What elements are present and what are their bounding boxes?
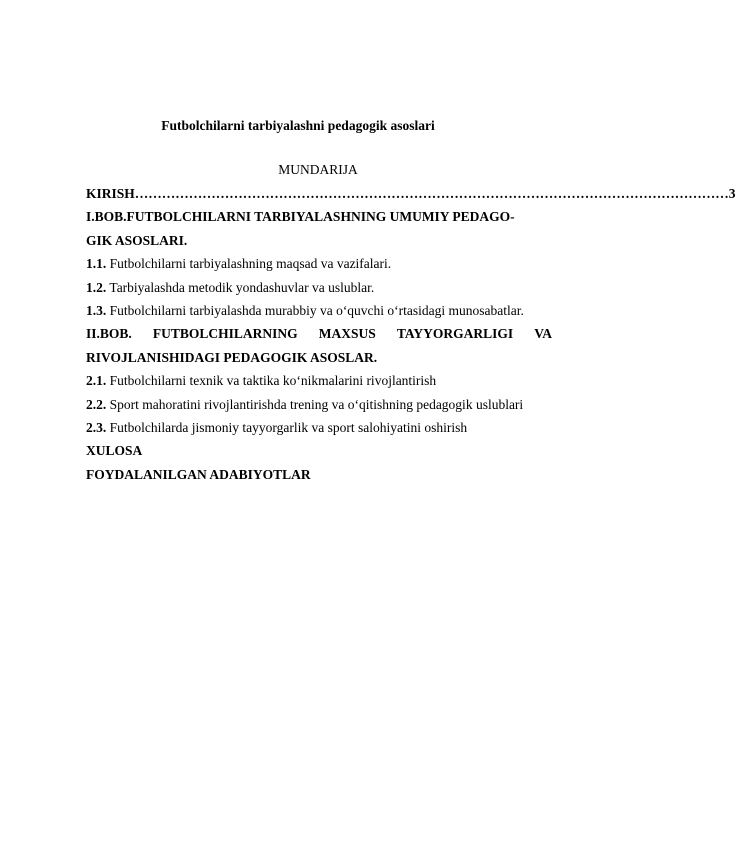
toc-dot-leader: …………………………………………………………………………………………………………………… xyxy=(134,186,729,201)
toc-section-text: Tarbiyalashda metodik yondashuvlar va uslublar. xyxy=(109,279,375,295)
toc-chapter-2-word: TAYYORGARLIGI xyxy=(396,326,514,342)
toc-entry-intro-page: 3 xyxy=(728,186,736,201)
document-title: Futbolchilarni tarbiyalashni pedagogik asoslari xyxy=(161,118,435,133)
toc-chapter-2-word: FUTBOLCHILARNING xyxy=(152,326,298,342)
toc-section-1-2[interactable] xyxy=(86,276,552,299)
toc-section-2-1[interactable] xyxy=(86,369,552,392)
toc-section-2-3[interactable] xyxy=(86,416,552,439)
toc-section-2-2[interactable] xyxy=(86,393,552,416)
toc-chapter-2-word: VA xyxy=(534,326,552,342)
toc-section-number: 2.1. xyxy=(86,373,107,389)
toc-references[interactable]: FOYDALANILGAN ADABIYOTLAR xyxy=(86,466,311,482)
toc-chapter-2-line-1[interactable] xyxy=(86,322,552,345)
toc-entry-intro[interactable] xyxy=(86,182,736,205)
toc-section-1-1[interactable] xyxy=(86,252,552,275)
toc-chapter-1-line-2[interactable]: GIK ASOSLARI. xyxy=(86,232,188,248)
toc-section-text: Futbolchilarni tarbiyalashda murabbiy va o‘quvchi o‘rtasidagi munosabatlar. xyxy=(109,302,524,318)
toc-entry-intro-label: KIRISH xyxy=(86,186,135,201)
table-of-contents xyxy=(86,182,736,486)
toc-heading: MUNDARIJA xyxy=(278,162,358,177)
toc-section-number: 1.3. xyxy=(86,302,107,318)
toc-section-text: Futbolchilarda jismoniy tayyorgarlik va sport salohiyatini oshirish xyxy=(109,419,468,435)
toc-section-text: Sport mahoratini rivojlantirishda trening va o‘qitishning pedagogik uslublari xyxy=(109,396,524,412)
toc-chapter-2-word: II.BOB. xyxy=(86,326,132,342)
toc-section-number: 2.2. xyxy=(86,396,107,412)
toc-section-number: 2.3. xyxy=(86,419,107,435)
toc-section-number: 1.2. xyxy=(86,279,107,295)
toc-section-number: 1.1. xyxy=(86,256,107,272)
toc-section-text: Futbolchilarni tarbiyalashning maqsad va vazifalari. xyxy=(109,256,392,272)
toc-chapter-2-word: MAXSUS xyxy=(318,326,376,342)
toc-section-1-3[interactable] xyxy=(86,299,552,322)
toc-chapter-2-line-2[interactable]: RIVOJLANISHIDAGI PEDAGOGIK ASOSLAR. xyxy=(86,349,378,365)
toc-section-text: Futbolchilarni texnik va taktika ko‘nikmalarini rivojlantirish xyxy=(109,373,437,389)
toc-chapter-1-line-1[interactable]: I.BOB.FUTBOLCHILARNI TARBIYALASHNING UMUMIY PEDAGO- xyxy=(86,209,515,225)
toc-conclusion[interactable]: XULOSA xyxy=(86,443,143,459)
